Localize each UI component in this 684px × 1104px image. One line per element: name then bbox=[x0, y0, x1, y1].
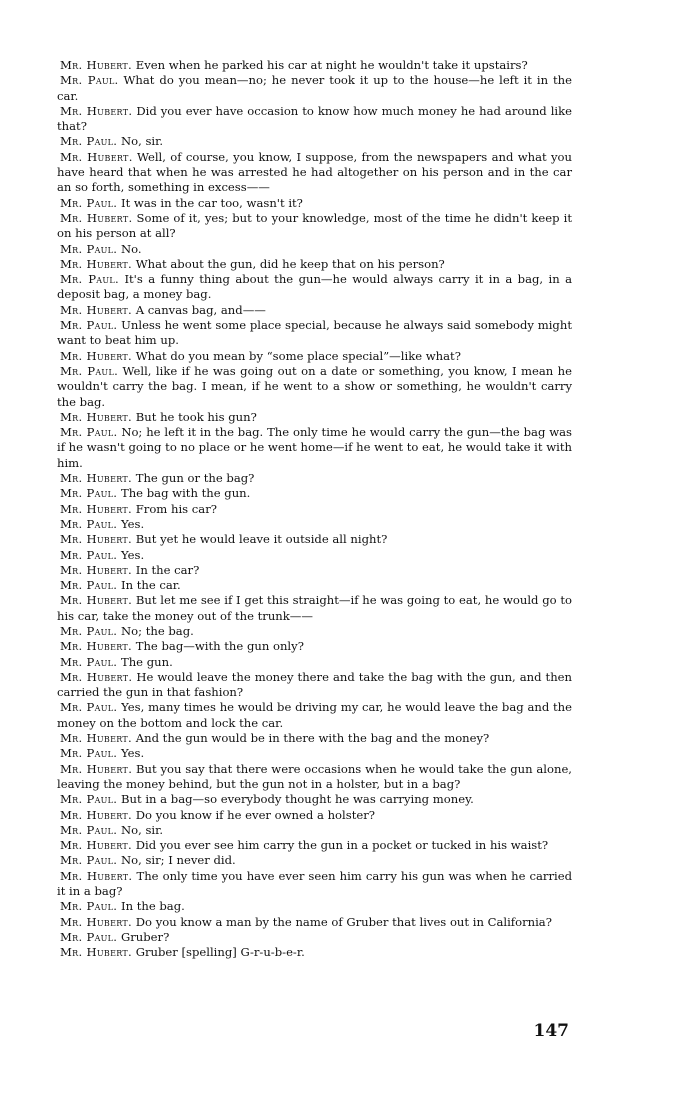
transcript-paragraph bbox=[57, 242, 572, 257]
utterance-text: Yes. bbox=[120, 746, 145, 761]
utterance-text: But in a bag—so everybody thought he was carrying money. bbox=[120, 792, 474, 807]
utterance-text: Do you know a man by the name of Gruber that lives out in California? bbox=[135, 914, 552, 929]
utterance-text: What about the gun, did he keep that on his person? bbox=[135, 256, 445, 271]
utterance-text: But let me see if I get this straight—if he was going to eat, he would go to his car, take the money out of the trunk—— bbox=[57, 593, 572, 623]
utterance-text: Yes. bbox=[120, 547, 145, 562]
transcript-paragraph bbox=[57, 624, 572, 639]
transcript-paragraph bbox=[57, 150, 572, 196]
speaker-name: Mr. Paul. bbox=[60, 853, 118, 868]
speaker-name: Mr. Hubert. bbox=[60, 593, 133, 608]
utterance-text: Gruber? bbox=[120, 929, 170, 944]
speaker-name: Mr. Hubert. bbox=[60, 669, 133, 684]
transcript-paragraph bbox=[57, 762, 572, 793]
speaker-name: Mr. Paul. bbox=[60, 822, 118, 837]
transcript-paragraph bbox=[57, 746, 572, 761]
speaker-name: Mr. Hubert. bbox=[60, 210, 133, 225]
utterance-text: No; he left it in the bag. The only time he would carry the gun—the bag was if he wasn't going to no place or he went home—if he went to eat, he would take it with him. bbox=[57, 425, 572, 470]
transcript-paragraph bbox=[57, 471, 572, 486]
speaker-name: Mr. Paul. bbox=[60, 73, 119, 88]
utterance-text: But yet he would leave it outside all night? bbox=[135, 532, 388, 547]
transcript-body bbox=[57, 58, 572, 961]
speaker-name: Mr. Paul. bbox=[60, 272, 120, 287]
utterance-text: From his car? bbox=[135, 501, 217, 516]
transcript-paragraph bbox=[57, 945, 572, 960]
utterance-text: He would leave the money there and take the bag with the gun, and then carried the gun in that fashion? bbox=[57, 669, 572, 700]
transcript-paragraph bbox=[57, 73, 572, 104]
transcript-paragraph bbox=[57, 425, 572, 471]
utterance-text: What do you mean by “some place special”—like what? bbox=[135, 348, 461, 363]
speaker-name: Mr. Hubert. bbox=[60, 302, 133, 317]
speaker-name: Mr. Paul. bbox=[60, 578, 118, 593]
utterance-text: But you say that there were occasions when he would take the gun alone, leaving the money behind, but the gun not in a holster, but in a bag? bbox=[57, 761, 572, 791]
speaker-name: Mr. Hubert. bbox=[60, 945, 133, 960]
transcript-paragraph bbox=[57, 532, 572, 547]
transcript-paragraph bbox=[57, 563, 572, 578]
transcript-paragraph bbox=[57, 639, 572, 654]
speaker-name: Mr. Hubert. bbox=[60, 501, 133, 516]
speaker-name: Mr. Paul. bbox=[60, 195, 118, 210]
speaker-name: Mr. Hubert. bbox=[60, 409, 133, 424]
transcript-paragraph bbox=[57, 349, 572, 364]
transcript-paragraph bbox=[57, 700, 572, 731]
speaker-name: Mr. Hubert. bbox=[60, 868, 133, 883]
speaker-name: Mr. Paul. bbox=[60, 425, 118, 440]
transcript-paragraph bbox=[57, 808, 572, 823]
utterance-text: In the car. bbox=[120, 578, 181, 593]
transcript-paragraph bbox=[57, 548, 572, 563]
utterance-text: Unless he went some place special, because he always said somebody might want to beat him up. bbox=[57, 318, 572, 348]
utterance-text: It's a funny thing about the gun—he would always carry it in a bag, in a deposit bag, a money bag. bbox=[57, 272, 572, 302]
transcript-paragraph bbox=[57, 915, 572, 930]
transcript-paragraph bbox=[57, 792, 572, 807]
speaker-name: Mr. Paul. bbox=[60, 547, 118, 562]
speaker-name: Mr. Hubert. bbox=[60, 731, 133, 746]
page-number: 147 bbox=[533, 1021, 569, 1041]
utterance-text: What do you mean—no; he never took it up to the house—he left it in the car. bbox=[57, 73, 572, 103]
utterance-text: No; the bag. bbox=[120, 623, 194, 638]
utterance-text: No. bbox=[120, 241, 142, 256]
utterance-text: The bag with the gun. bbox=[120, 486, 251, 501]
transcript-paragraph bbox=[57, 853, 572, 868]
utterance-text: Yes. bbox=[120, 516, 145, 531]
transcript-paragraph bbox=[57, 211, 572, 242]
speaker-name: Mr. Paul. bbox=[60, 654, 118, 669]
transcript-paragraph bbox=[57, 318, 572, 349]
utterance-text: Well, of course, you know, I suppose, from the newspapers and what you have heard that when he was arrested he had altogether on his person and in the car an so forth, something in excess—— bbox=[57, 149, 572, 195]
speaker-name: Mr. Paul. bbox=[60, 241, 118, 256]
utterance-text: Did you ever see him carry the gun in a pocket or tucked in his waist? bbox=[135, 838, 549, 853]
utterance-text: The gun or the bag? bbox=[135, 471, 255, 486]
utterance-text: The gun. bbox=[120, 654, 173, 669]
utterance-text: In the car? bbox=[135, 562, 200, 577]
transcript-paragraph bbox=[57, 486, 572, 501]
speaker-name: Mr. Paul. bbox=[60, 516, 118, 531]
utterance-text: And the gun would be in there with the bag and the money? bbox=[135, 731, 490, 746]
transcript-paragraph bbox=[57, 899, 572, 914]
transcript-paragraph bbox=[57, 272, 572, 303]
transcript-paragraph bbox=[57, 655, 572, 670]
speaker-name: Mr. Hubert. bbox=[60, 838, 133, 853]
transcript-paragraph bbox=[57, 731, 572, 746]
utterance-text: Do you know if he ever owned a holster? bbox=[135, 807, 375, 822]
speaker-name: Mr. Paul. bbox=[60, 134, 118, 149]
transcript-paragraph bbox=[57, 930, 572, 945]
utterance-text: The only time you have ever seen him carry his gun was when he carried it in a bag? bbox=[57, 868, 573, 899]
utterance-text: A canvas bag, and—— bbox=[135, 302, 266, 317]
transcript-paragraph bbox=[57, 410, 572, 425]
speaker-name: Mr. Hubert. bbox=[60, 761, 133, 776]
transcript-paragraph bbox=[57, 869, 572, 900]
utterance-text: It was in the car too, wasn't it? bbox=[120, 195, 303, 210]
transcript-paragraph bbox=[57, 517, 572, 532]
utterance-text: Well, like if he was going out on a date or something, you know, I mean he wouldn't carry the bag. I mean, if he went to a show or something, he wouldn't carry the bag. bbox=[57, 363, 573, 409]
transcript-paragraph bbox=[57, 196, 572, 211]
utterance-text: In the bag. bbox=[120, 899, 185, 914]
speaker-name: Mr. Paul. bbox=[60, 929, 118, 944]
speaker-name: Mr. Hubert. bbox=[60, 256, 133, 271]
speaker-name: Mr. Hubert. bbox=[60, 471, 133, 486]
speaker-name: Mr. Paul. bbox=[60, 746, 118, 761]
speaker-name: Mr. Paul. bbox=[60, 363, 119, 378]
speaker-name: Mr. Hubert. bbox=[60, 532, 133, 547]
speaker-name: Mr. Hubert. bbox=[60, 639, 133, 654]
transcript-paragraph bbox=[57, 838, 572, 853]
speaker-name: Mr. Hubert. bbox=[60, 562, 133, 577]
transcript-paragraph bbox=[57, 578, 572, 593]
utterance-text: No, sir; I never did. bbox=[120, 853, 236, 868]
speaker-name: Mr. Paul. bbox=[60, 486, 118, 501]
transcript-paragraph bbox=[57, 670, 572, 701]
utterance-text: The bag—with the gun only? bbox=[135, 639, 304, 654]
speaker-name: Mr. Paul. bbox=[60, 318, 118, 333]
speaker-name: Mr. Hubert. bbox=[60, 149, 133, 164]
transcript-paragraph bbox=[57, 593, 572, 624]
transcript-paragraph bbox=[57, 58, 572, 73]
speaker-name: Mr. Paul. bbox=[60, 623, 118, 638]
utterance-text: Some of it, yes; but to your knowledge, most of the time he didn't keep it on his person at all? bbox=[57, 210, 572, 241]
utterance-text: No, sir. bbox=[120, 822, 164, 837]
speaker-name: Mr. Hubert. bbox=[60, 103, 133, 118]
utterance-text: But he took his gun? bbox=[135, 409, 257, 424]
speaker-name: Mr. Hubert. bbox=[60, 914, 133, 929]
transcript-paragraph bbox=[57, 364, 572, 410]
transcript-paragraph bbox=[57, 502, 572, 517]
utterance-text: No, sir. bbox=[120, 134, 164, 149]
utterance-text: Yes, many times he would be driving my car, he would leave the bag and the money on the bottom and lock the car. bbox=[57, 700, 572, 730]
transcript-paragraph bbox=[57, 104, 572, 135]
speaker-name: Mr. Hubert. bbox=[60, 348, 133, 363]
transcript-paragraph bbox=[57, 134, 572, 149]
speaker-name: Mr. Paul. bbox=[60, 899, 118, 914]
transcript-paragraph bbox=[57, 303, 572, 318]
utterance-text: Even when he parked his car at night he wouldn't take it upstairs? bbox=[135, 58, 528, 72]
speaker-name: Mr. Paul. bbox=[60, 700, 118, 715]
speaker-name: Mr. Hubert. bbox=[60, 807, 133, 822]
transcript-paragraph bbox=[57, 823, 572, 838]
utterance-text: Did you ever have occasion to know how much money he had around like that? bbox=[57, 103, 572, 134]
speaker-name: Mr. Paul. bbox=[60, 792, 118, 807]
utterance-text: Gruber [spelling] G-r-u-b-e-r. bbox=[135, 945, 305, 960]
transcript-paragraph bbox=[57, 257, 572, 272]
speaker-name: Mr. Hubert. bbox=[60, 58, 133, 72]
